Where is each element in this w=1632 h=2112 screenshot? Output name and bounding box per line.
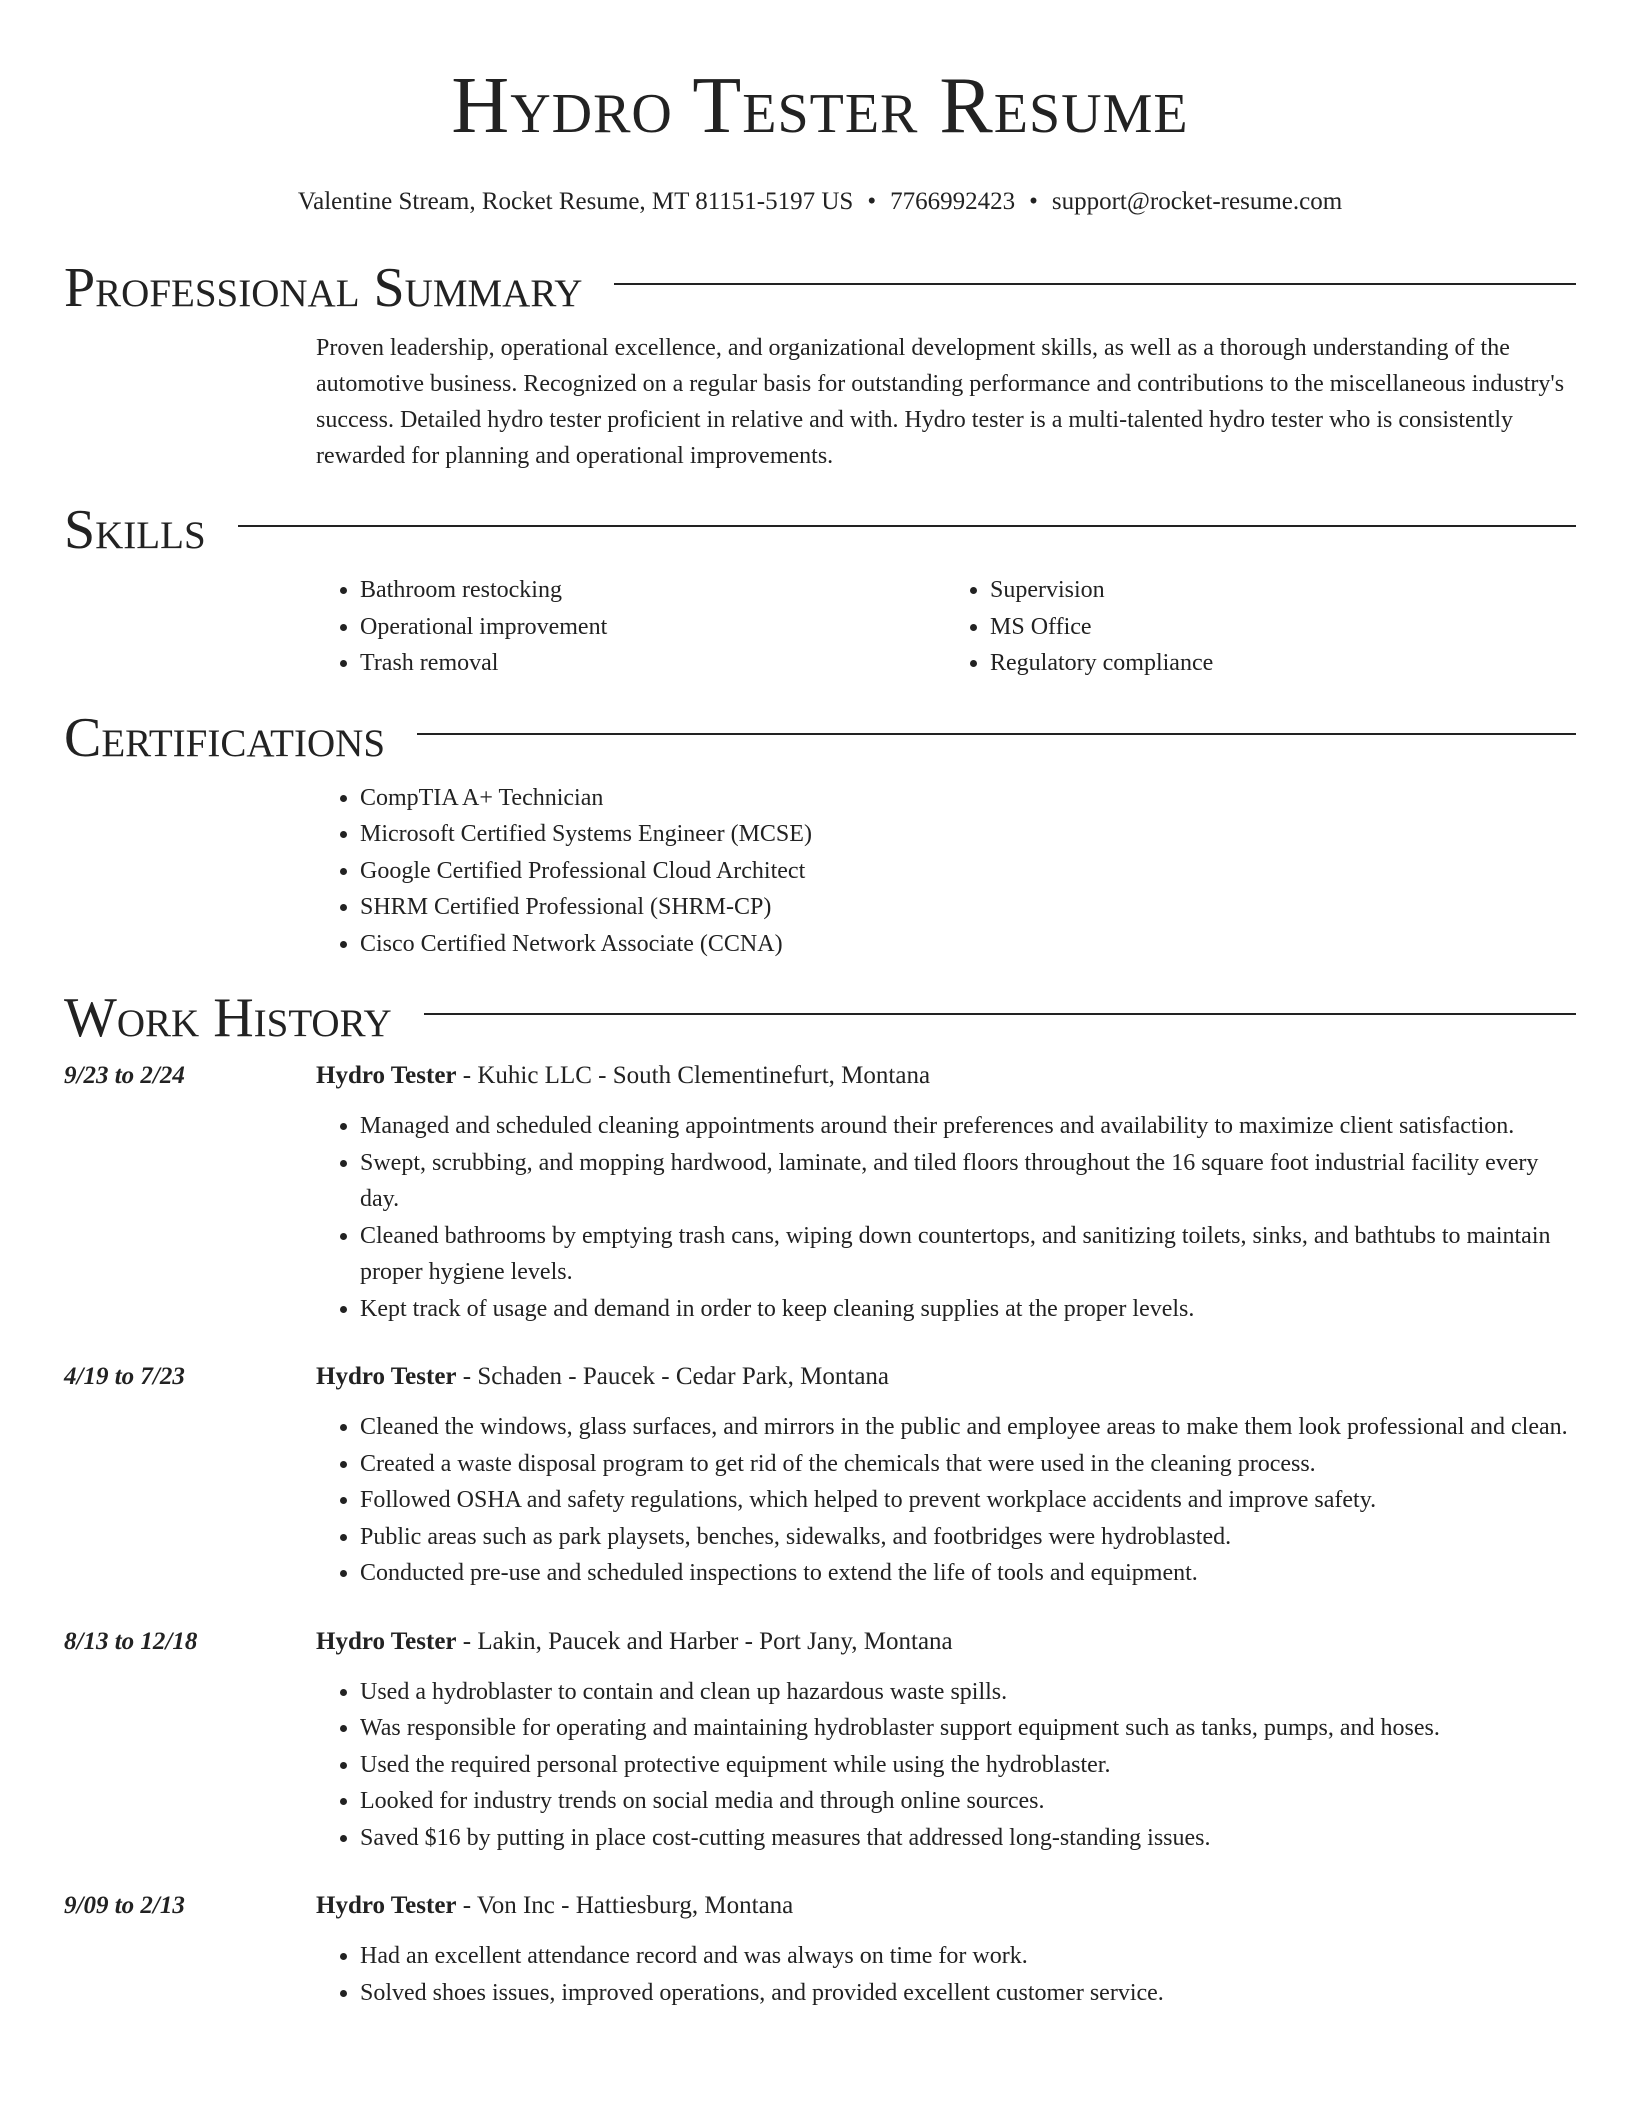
work-history-section-header (64, 986, 1576, 1050)
job-bullet: • Conducted pre-use and scheduled inspections to extend the life of tools and equipment. (360, 1555, 1576, 1592)
job-bullet: • Swept, scrubbing, and mopping hardwood, laminate, and tiled floors throughout the 16 square foot industrial facility every day. (360, 1145, 1576, 1218)
skill-item: • MS Office (990, 609, 1576, 646)
job-role: Hydro Tester (316, 1363, 457, 1390)
job-dates: 9/23 to 2/24 (64, 1062, 185, 1089)
summary-section-header (64, 256, 1576, 320)
certifications-section (316, 780, 1576, 963)
certification-item: • Cisco Certified Network Associate (CCNA) (360, 926, 1576, 963)
job-bullets (316, 1938, 1576, 2011)
job-detail (316, 1888, 1576, 2011)
summary-heading: Professional Summary (64, 257, 583, 319)
job-bullet: • Followed OSHA and safety regulations, which helped to prevent workplace accidents and improve safety. (360, 1482, 1576, 1519)
job-dates: 9/09 to 2/13 (64, 1892, 185, 1919)
job-heading (316, 1359, 1576, 1395)
skill-item: • Operational improvement (360, 609, 946, 646)
resume-title: Hydro Tester Resume (451, 62, 1189, 150)
job-bullet: • Had an excellent attendance record and was always on time for work. (360, 1938, 1576, 1975)
job-detail (316, 1359, 1576, 1592)
contact-email: support@rocket-resume.com (1051, 188, 1343, 215)
summary-text: Proven leadership, operational excellence, and organizational development skills, as well as a thorough understanding of the automotive business. Recognized on a regular basis for outstanding performance and contributions to the miscellaneous industry's success. Detailed hydro tester proficient in relative and with. Hydro tester is a multi-talented hydro tester who is consistently rewarded for planning and operational improvements. (316, 335, 1565, 469)
skill-item: • Supervision (990, 572, 1576, 609)
skills-list-right (946, 572, 1576, 682)
job-role: Hydro Tester (316, 1062, 457, 1089)
contact-address: Valentine Stream, Rocket Resume, MT 81151-5197 US (297, 188, 854, 215)
job-role: Hydro Tester (316, 1892, 457, 1919)
certifications-list (316, 780, 1576, 963)
job-bullet: • Saved $16 by putting in place cost-cutting measures that addressed long-standing issues. (360, 1820, 1576, 1857)
job-dates: 4/19 to 7/23 (64, 1363, 185, 1390)
job-heading (316, 1624, 1576, 1660)
job-entry (64, 1888, 1576, 2011)
job-bullet: • Cleaned bathrooms by emptying trash cans, wiping down countertops, and sanitizing toilets, sinks, and bathtubs to maintain proper hygiene levels. (360, 1218, 1576, 1291)
skills-list-left (316, 572, 946, 682)
section-divider (417, 733, 1576, 735)
job-dates: 8/13 to 12/18 (64, 1627, 198, 1655)
job-detail (316, 1058, 1576, 1327)
certifications-section-header (64, 706, 1576, 770)
skills-section (316, 572, 1576, 682)
job-employer: - Von Inc - Hattiesburg, Montana (456, 1892, 794, 1919)
job-heading (316, 1888, 1576, 1924)
job-bullet: • Created a waste disposal program to get rid of the chemicals that were used in the cleaning process. (360, 1446, 1576, 1483)
contact-phone: 7766992423 (890, 188, 1016, 215)
job-bullet: • Kept track of usage and demand in order to keep cleaning supplies at the proper levels. (360, 1291, 1576, 1328)
job-entry (64, 1058, 1576, 1327)
job-entry (64, 1624, 1576, 1857)
job-employer: - Kuhic LLC - South Clementinefurt, Montana (456, 1062, 931, 1089)
job-bullet: • Was responsible for operating and maintaining hydroblaster support equipment such as tanks, pumps, and hoses. (360, 1710, 1576, 1747)
certification-item: • Microsoft Certified Systems Engineer (MCSE) (360, 816, 1576, 853)
contact-separator: • (1029, 188, 1038, 215)
resume-page (64, 0, 1576, 2011)
certification-item: • Google Certified Professional Cloud Architect (360, 853, 1576, 890)
section-divider (614, 283, 1576, 285)
skill-item: • Trash removal (360, 645, 946, 682)
section-divider (424, 1013, 1576, 1015)
work-history-heading: Work History (64, 987, 392, 1049)
skills-section-header (64, 498, 1576, 562)
certification-item: • SHRM Certified Professional (SHRM-CP) (360, 889, 1576, 926)
job-heading (316, 1058, 1576, 1094)
certification-item: • CompTIA A+ Technician (360, 780, 1576, 817)
job-bullet: • Used the required personal protective equipment while using the hydroblaster. (360, 1747, 1576, 1784)
job-bullet: • Used a hydroblaster to contain and clean up hazardous waste spills. (360, 1674, 1576, 1711)
summary-section (316, 330, 1576, 474)
job-bullet: • Solved shoes issues, improved operations, and provided excellent customer service. (360, 1975, 1576, 2012)
contact-line (64, 186, 1576, 218)
job-bullets (316, 1409, 1576, 1592)
section-divider (238, 525, 1576, 527)
job-employer: - Lakin, Paucek and Harber - Port Jany, Montana (456, 1627, 953, 1655)
certifications-heading: Certifications (64, 706, 386, 769)
job-bullet: • Public areas such as park playsets, benches, sidewalks, and footbridges were hydroblasted. (360, 1519, 1576, 1556)
skills-heading: Skills (64, 499, 206, 561)
job-detail (316, 1624, 1576, 1857)
job-employer: - Schaden - Paucek - Cedar Park, Montana (456, 1363, 890, 1390)
job-bullet: • Cleaned the windows, glass surfaces, and mirrors in the public and employee areas to make them look professional and clean. (360, 1409, 1576, 1446)
job-bullets (316, 1674, 1576, 1857)
job-bullet: • Managed and scheduled cleaning appointments around their preferences and availability to maximize client satisfaction. (360, 1108, 1576, 1145)
job-entry (64, 1359, 1576, 1592)
skill-item: • Regulatory compliance (990, 645, 1576, 682)
job-bullets (316, 1108, 1576, 1327)
job-role: Hydro Tester (316, 1627, 457, 1655)
job-bullet: • Looked for industry trends on social media and through online sources. (360, 1783, 1576, 1820)
skill-item: • Bathroom restocking (360, 572, 946, 609)
contact-separator: • (867, 188, 877, 215)
skills-columns (316, 572, 1576, 682)
